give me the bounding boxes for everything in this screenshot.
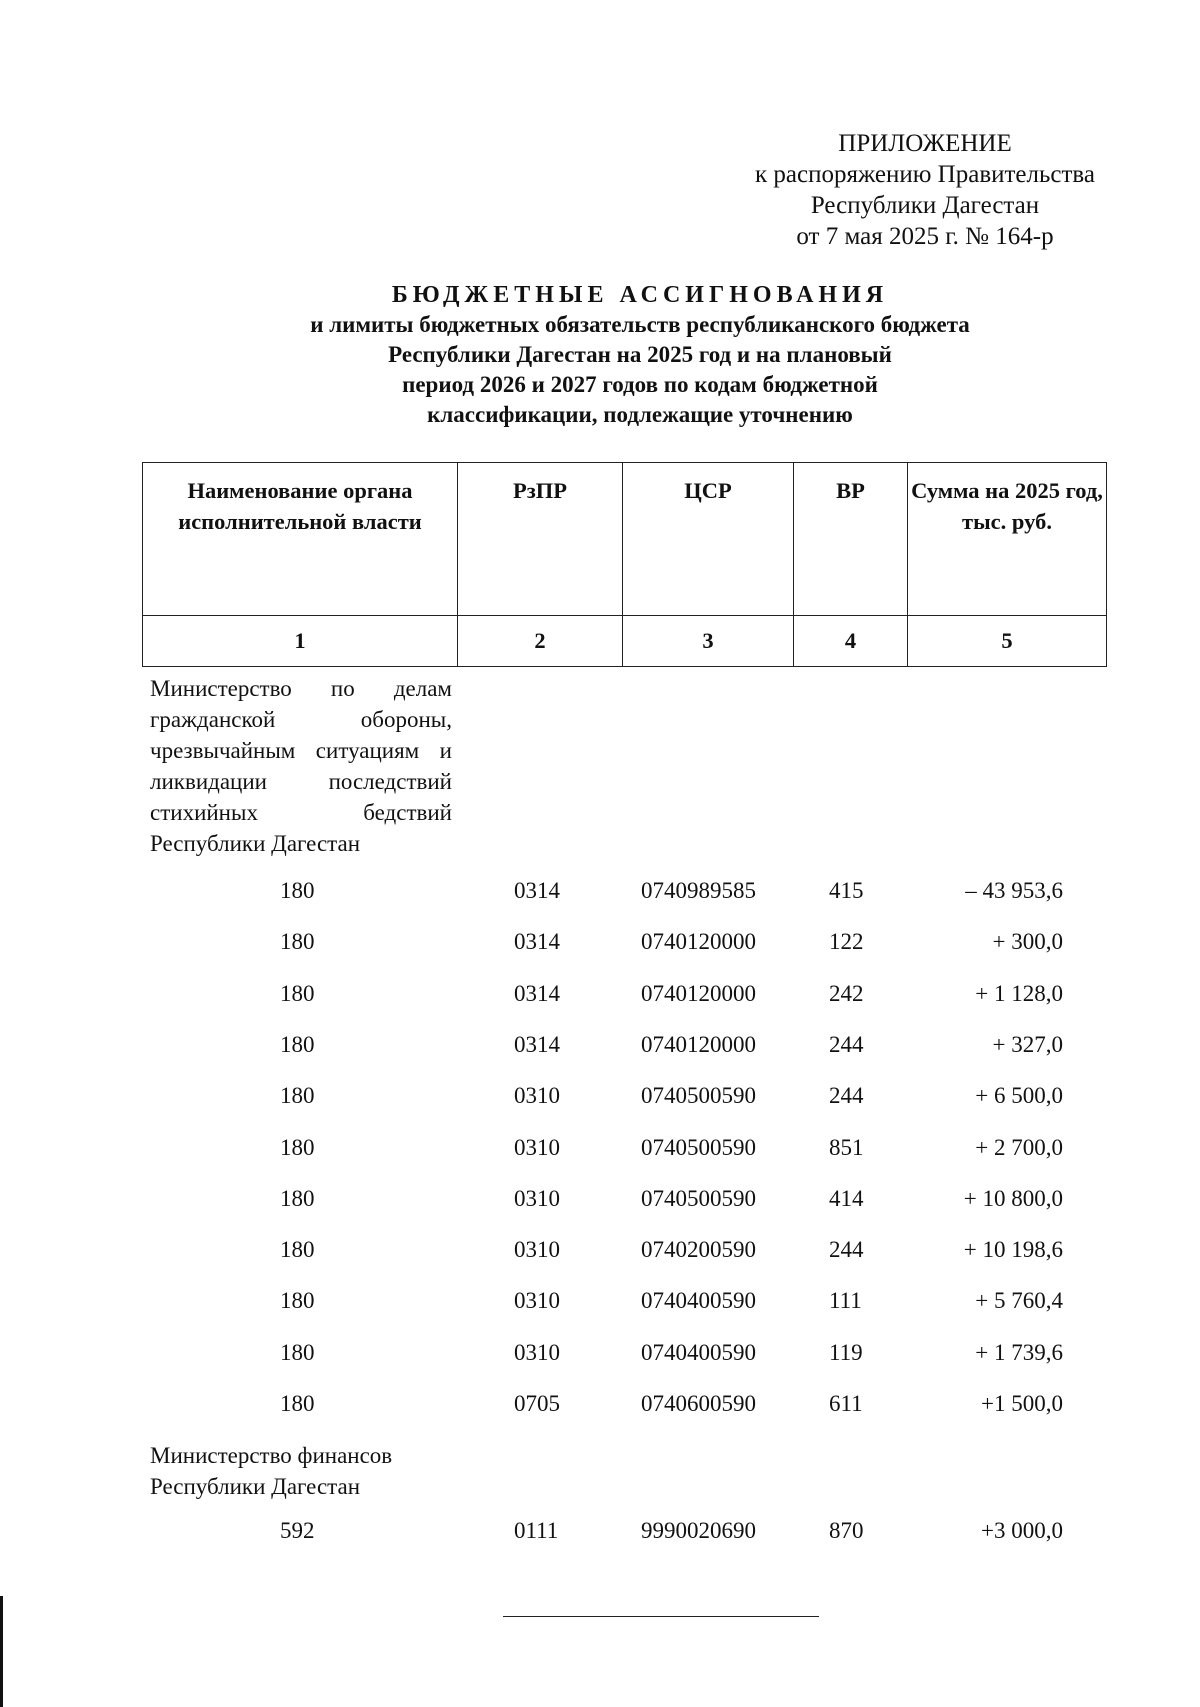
margin-scan-mark <box>0 1596 3 1707</box>
gov-code-cell: 180 <box>280 1083 315 1109</box>
rzpr-cell: 0310 <box>514 1134 560 1160</box>
table-row <box>0 878 1200 908</box>
header-vr: ВР <box>794 463 908 616</box>
csr-cell: 0740400590 <box>641 1288 756 1314</box>
sum-cell: + 10 800,0 <box>963 1185 1063 1211</box>
csr-cell: 9990020690 <box>641 1518 756 1543</box>
sum-cell: + 300,0 <box>992 929 1063 955</box>
column-numbers-row <box>143 616 1107 667</box>
rzpr-cell: 0310 <box>514 1185 560 1211</box>
csr-cell: 0740120000 <box>641 1031 756 1057</box>
title-main: БЮДЖЕТНЫЕ АССИГНОВАНИЯ <box>391 282 889 308</box>
csr-cell: 0740500590 <box>641 1134 756 1160</box>
vr-cell: 111 <box>829 1288 862 1314</box>
column-number: 1 <box>143 616 458 667</box>
vr-cell: 244 <box>829 1083 864 1109</box>
csr-cell: 0740400590 <box>641 1339 756 1365</box>
title-line-3: период 2026 и 2027 годов по кодам бюджетной <box>402 372 878 397</box>
footer-divider <box>503 1616 819 1617</box>
header-rzpr: РзПР <box>458 463 623 616</box>
vr-cell: 119 <box>829 1339 863 1365</box>
csr-cell: 0740120000 <box>641 980 756 1006</box>
table-row <box>0 1083 1200 1113</box>
rzpr-cell: 0705 <box>514 1391 560 1416</box>
gov-code-cell: 180 <box>280 878 315 903</box>
gov-code-cell: 180 <box>280 1185 315 1211</box>
table-row <box>0 1518 1200 1548</box>
gov-code-cell: 180 <box>280 1237 315 1263</box>
gov-code-cell: 592 <box>280 1518 315 1543</box>
rzpr-cell: 0310 <box>514 1288 560 1314</box>
vr-cell: 870 <box>829 1518 864 1543</box>
appendix-title: ПРИЛОЖЕНИЕ <box>838 130 1012 157</box>
csr-cell: 0740500590 <box>641 1083 756 1109</box>
rzpr-cell: 0314 <box>514 980 560 1006</box>
sum-cell: + 6 500,0 <box>975 1083 1063 1109</box>
header-table <box>142 462 1107 667</box>
sum-cell: + 1 128,0 <box>975 980 1063 1006</box>
gov-code-cell: 180 <box>280 980 315 1006</box>
gov-code-cell: 180 <box>280 1288 315 1314</box>
gov-code-cell: 180 <box>280 929 315 955</box>
appendix-line-order: к распоряжению Правительства <box>754 161 1095 188</box>
rzpr-cell: 0310 <box>514 1237 560 1263</box>
column-number: 4 <box>794 616 908 667</box>
table-row <box>0 1032 1200 1062</box>
document-title <box>140 280 1140 430</box>
sum-cell: – 43 953,6 <box>965 878 1063 903</box>
appendix-line-republic: Республики Дагестан <box>810 192 1040 219</box>
sum-cell: +3 000,0 <box>981 1518 1063 1543</box>
table-row <box>0 1186 1200 1216</box>
organization-name: Министерство по делам гражданской обороны, чрезвычайным ситуациям и ликвидации последствий стихийных бедствий Республики Дагестан <box>150 676 452 856</box>
rzpr-cell: 0111 <box>514 1518 559 1543</box>
sum-cell: +1 500,0 <box>981 1391 1063 1416</box>
csr-cell: 0740120000 <box>641 929 756 955</box>
column-number: 2 <box>458 616 623 667</box>
table-row <box>0 929 1200 959</box>
header-row <box>143 463 1107 616</box>
rzpr-cell: 0314 <box>514 1031 560 1057</box>
table-row <box>0 1135 1200 1165</box>
table-row <box>0 1237 1200 1267</box>
vr-cell: 244 <box>829 1031 864 1057</box>
sum-cell: + 327,0 <box>992 1031 1063 1057</box>
header-org-name: Наименование органа исполнительной власти <box>143 463 458 616</box>
vr-cell: 122 <box>829 929 864 955</box>
sum-cell: + 2 700,0 <box>975 1134 1063 1160</box>
gov-code-cell: 180 <box>280 1031 315 1057</box>
column-number: 3 <box>623 616 794 667</box>
vr-cell: 851 <box>829 1134 864 1160</box>
table-row <box>0 1288 1200 1318</box>
organization-name: Министерство финансов Республики Дагестан <box>150 1443 393 1499</box>
vr-cell: 242 <box>829 980 864 1006</box>
rzpr-cell: 0310 <box>514 1083 560 1109</box>
gov-code-cell: 180 <box>280 1391 315 1416</box>
csr-cell: 0740600590 <box>641 1391 756 1416</box>
table-row <box>0 1391 1200 1421</box>
appendix-line-date: от 7 мая 2025 г. № 164-р <box>796 223 1054 250</box>
sum-cell: + 5 760,4 <box>975 1288 1063 1314</box>
sum-cell: + 10 198,6 <box>963 1237 1063 1263</box>
rzpr-cell: 0314 <box>514 878 560 903</box>
rzpr-cell: 0310 <box>514 1339 560 1365</box>
gov-code-cell: 180 <box>280 1134 315 1160</box>
header-csr: ЦСР <box>623 463 794 616</box>
gov-code-cell: 180 <box>280 1339 315 1365</box>
vr-cell: 611 <box>829 1391 863 1416</box>
rzpr-cell: 0314 <box>514 929 560 955</box>
vr-cell: 414 <box>829 1185 864 1211</box>
title-line-1: и лимиты бюджетных обязательств республиканского бюджета <box>310 312 970 337</box>
appendix-block <box>730 128 1120 252</box>
csr-cell: 0740989585 <box>641 878 756 903</box>
table-row <box>0 981 1200 1011</box>
sum-cell: + 1 739,6 <box>975 1339 1063 1365</box>
vr-cell: 415 <box>829 878 864 903</box>
column-number: 5 <box>908 616 1107 667</box>
header-sum: Сумма на 2025 год, тыс. руб. <box>908 463 1107 616</box>
csr-cell: 0740500590 <box>641 1185 756 1211</box>
title-line-2: Республики Дагестан на 2025 год и на плановый <box>388 342 892 367</box>
csr-cell: 0740200590 <box>641 1237 756 1263</box>
title-line-4: классификации, подлежащие уточнению <box>427 402 853 427</box>
vr-cell: 244 <box>829 1237 864 1263</box>
table-row <box>0 1340 1200 1370</box>
